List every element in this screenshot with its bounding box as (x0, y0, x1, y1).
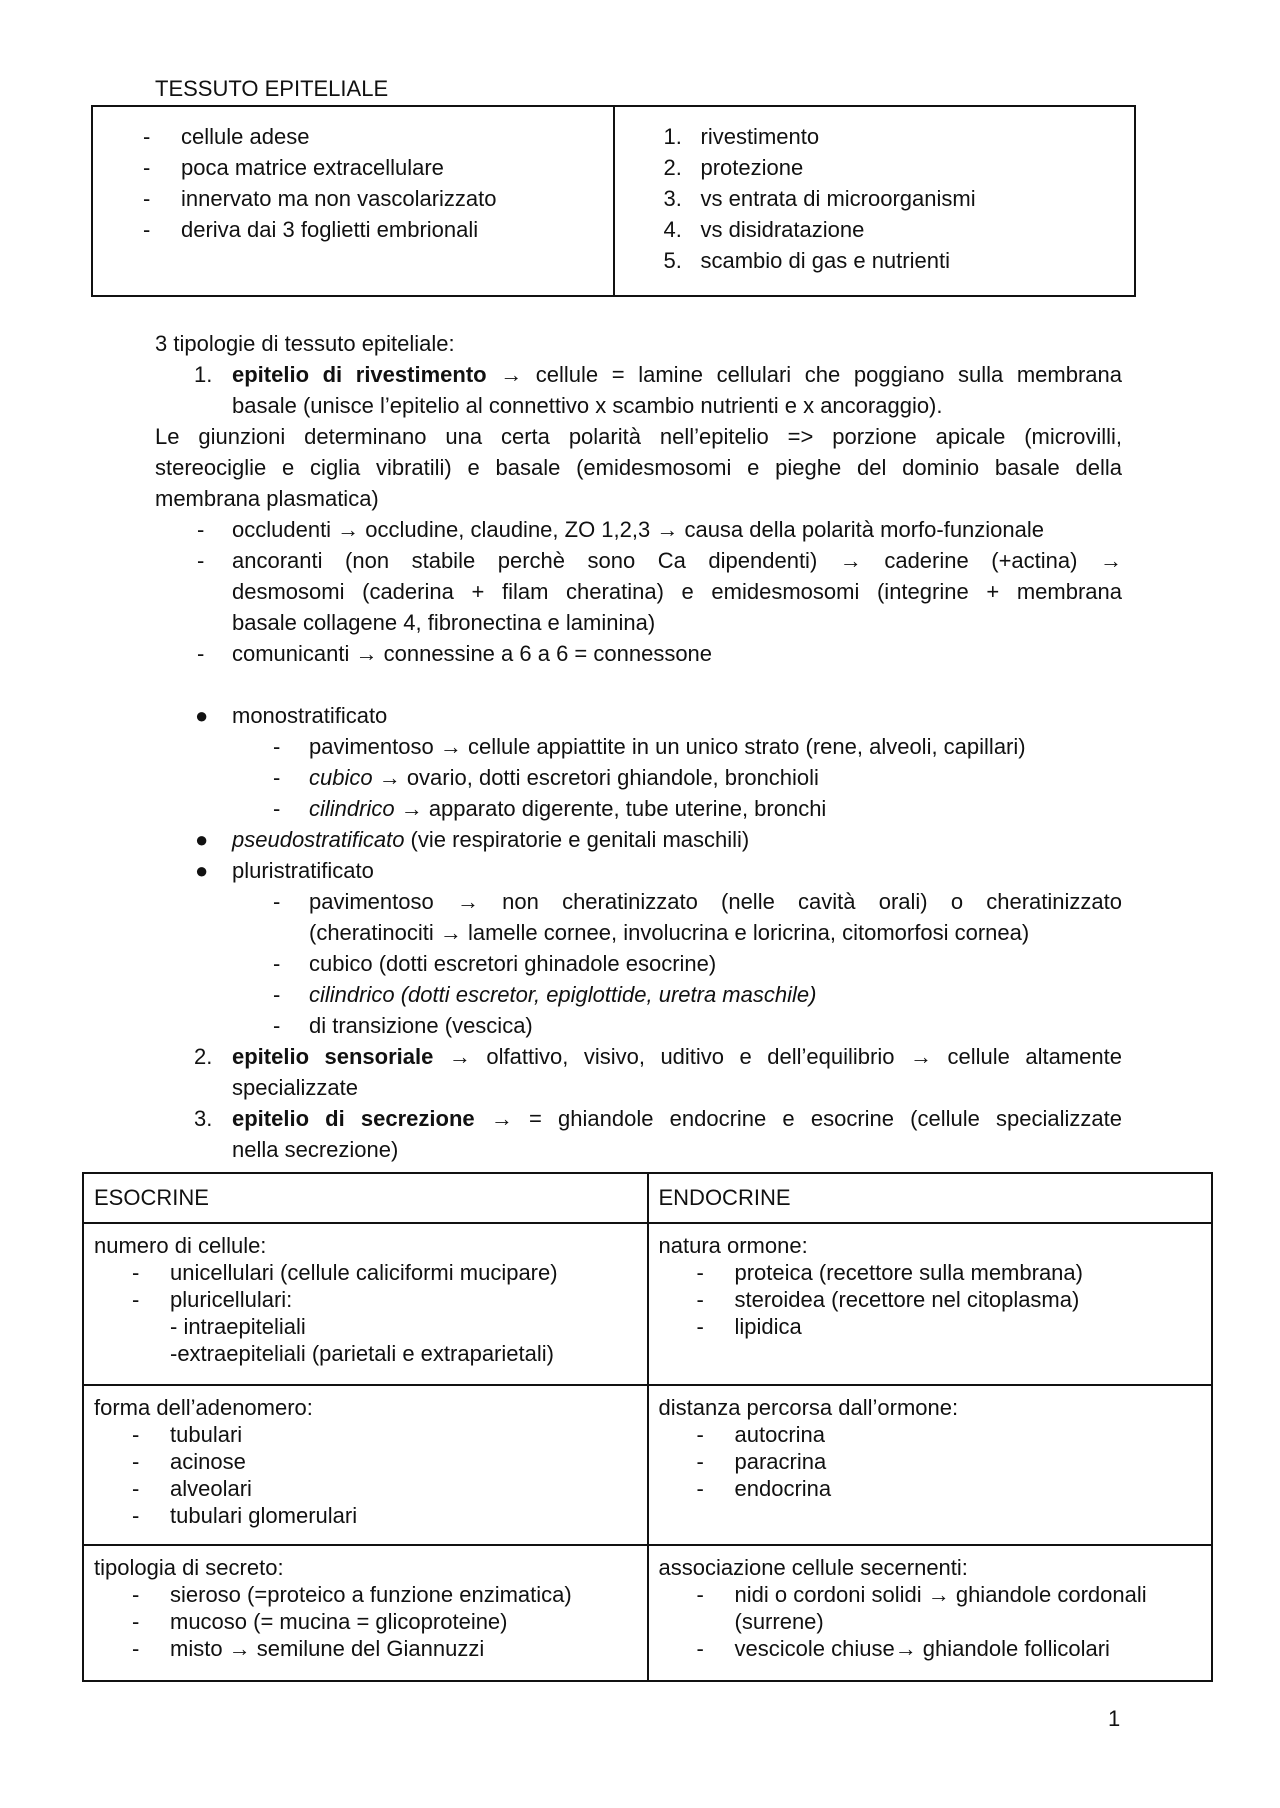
paragraph: 3 tipologie di tessuto epiteliale: (155, 331, 455, 356)
list-item-continuation: basale (unisce l’epitelio al connettivo x scambio nutrienti e x ancoraggio). (232, 393, 943, 418)
table-header-esocrine: ESOCRINE (83, 1173, 648, 1223)
dash-marker: - (273, 796, 281, 821)
dash-marker: - (273, 951, 281, 976)
list-item: - cellule adese (143, 124, 310, 149)
list-item-continuation: specializzate (232, 1075, 358, 1100)
list-item: pluristratificato (232, 858, 374, 883)
paragraph: stereociglie e ciglia vibratili) e basale (emidesmosomi e pieghe del dominio basale della (155, 455, 1122, 480)
list-item-continuation: (cheratinociti → lamelle cornee, involucrina e loricrina, citomorfosi cornea) (309, 920, 1030, 945)
list-item: - innervato ma non vascolarizzato (143, 186, 497, 211)
list-item: ancoranti (non stabile perchè sono Ca dipendenti) → caderine (+actina) → (232, 548, 1122, 573)
list-item-continuation: nella secrezione) (232, 1137, 399, 1162)
dash-marker: - (273, 734, 281, 759)
list-item: cubico → ovario, dotti escretori ghiandole, bronchioli (309, 765, 819, 790)
list-item: comunicanti → connessine a 6 a 6 = connessone (232, 641, 713, 666)
table-cell: natura ormone: - proteica (recettore sulla membrana) - steroidea (recettore nel citoplasma) - lipidica (648, 1223, 1213, 1385)
dash-marker: - (273, 982, 281, 1007)
paragraph: Le giunzioni determinano una certa polarità nell’epitelio => porzione apicale (microvilli, (155, 424, 1122, 449)
list-item: epitelio di rivestimento → cellule = lamine cellulari che poggiano sulla membrana (232, 362, 1123, 387)
list-number: 1. (194, 362, 213, 387)
paragraph: membrana plasmatica) (155, 486, 379, 511)
list-item: 5. scambio di gas e nutrienti (663, 248, 950, 273)
table-cell: distanza percorsa dall’ormone: - autocrina - paracrina - endocrina (648, 1385, 1213, 1545)
list-item: pavimentoso → cellule appiattite in un unico strato (rene, alveoli, capillari) (309, 734, 1026, 759)
page-title: TESSUTO EPITELIALE (155, 76, 389, 101)
table-header-endocrine: ENDOCRINE (648, 1173, 1213, 1223)
glands-table (82, 1172, 1213, 1682)
dash-marker: - (197, 548, 205, 573)
list-item: 3. vs entrata di microorganismi (663, 186, 976, 211)
list-item: cilindrico (dotti escretor, epiglottide, uretra maschile) (309, 982, 817, 1007)
list-item: monostratificato (232, 703, 388, 728)
list-item: - poca matrice extracellulare (143, 155, 444, 180)
bullet-marker: ● (195, 858, 209, 883)
list-item-continuation: desmosomi (caderina + filam cheratina) e emidesmosomi (integrine + membrana (232, 579, 1122, 604)
intro-table-right-cell (614, 106, 1136, 296)
list-item: 4. vs disidratazione (663, 217, 865, 242)
table-cell: numero di cellule: - unicellulari (cellule caliciformi mucipare) - pluricellulari: - intraepiteliali -extraepiteliali (parietali e extraparietali) (83, 1223, 648, 1385)
page-number: 1 (1108, 1706, 1121, 1731)
list-item: pseudostratificato (vie respiratorie e genitali maschili) (232, 827, 750, 852)
list-item: 2. protezione (663, 155, 804, 180)
list-item: epitelio sensoriale → olfattivo, visivo, uditivo e dell’equilibrio → cellule altamente (232, 1044, 1122, 1069)
list-item: di transizione (vescica) (309, 1013, 533, 1038)
dash-marker: - (273, 1013, 281, 1038)
list-item-continuation: basale collagene 4, fibronectina e laminina) (232, 610, 656, 635)
bullet-marker: ● (195, 827, 209, 852)
table-cell: tipologia di secreto: - sieroso (=proteico a funzione enzimatica) - mucoso (= mucina = glicoproteine) - misto → semilune del Giannuzzi (83, 1545, 648, 1681)
list-item: cilindrico → apparato digerente, tube uterine, bronchi (309, 796, 827, 821)
bullet-marker: ● (195, 703, 209, 728)
list-item: occludenti → occludine, claudine, ZO 1,2,3 → causa della polarità morfo-funzionale (232, 517, 1045, 542)
list-item: 1. rivestimento (663, 124, 820, 149)
dash-marker: - (197, 641, 205, 666)
list-item: pavimentoso → non cheratinizzato (nelle cavità orali) o cheratinizzato (309, 889, 1122, 914)
intro-table (91, 105, 1136, 297)
intro-table-left-cell (92, 106, 614, 296)
dash-marker: - (273, 765, 281, 790)
list-number: 3. (194, 1106, 213, 1131)
table-cell: forma dell’adenomero: - tubulari - acinose - alveolari - tubulari glomerulari (83, 1385, 648, 1545)
dash-marker: - (273, 889, 281, 914)
list-item: - deriva dai 3 foglietti embrionali (143, 217, 479, 242)
list-number: 2. (194, 1044, 213, 1069)
list-item: epitelio di secrezione → = ghiandole endocrine e esocrine (cellule specializzate (232, 1106, 1123, 1131)
dash-marker: - (197, 517, 205, 542)
list-item: cubico (dotti escretori ghinadole esocrine) (309, 951, 717, 976)
table-cell: associazione cellule secernenti: - nidi o cordoni solidi → ghiandole cordonali (surrene) - vescicole chiuse→ ghiandole follicolari (648, 1545, 1213, 1681)
